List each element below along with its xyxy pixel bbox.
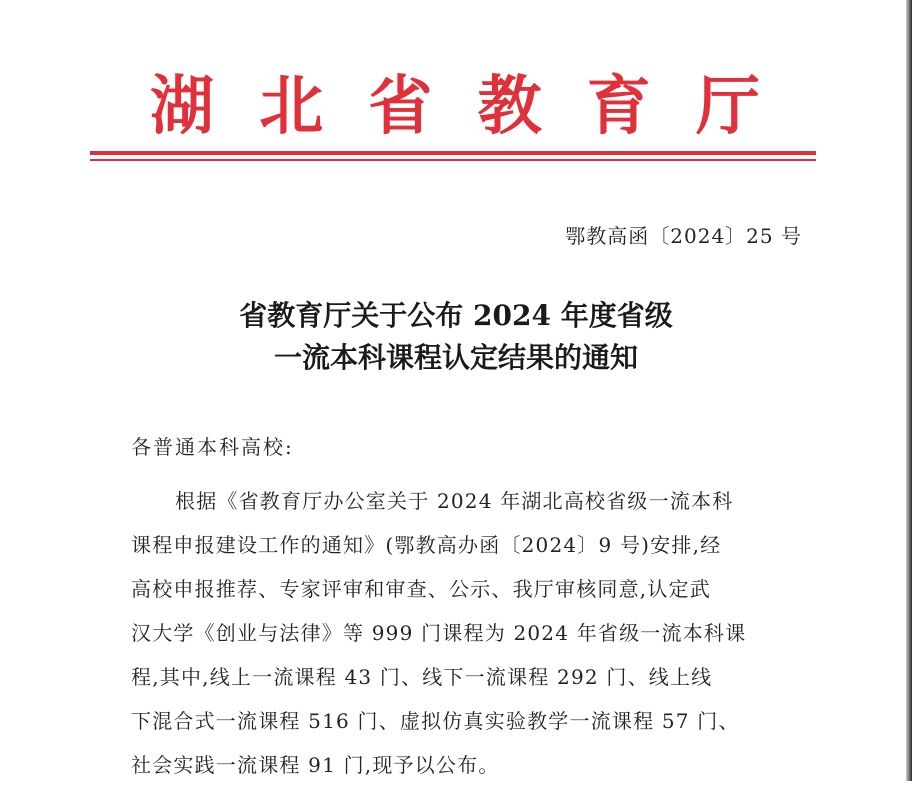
issuer-char: 厅: [695, 69, 760, 144]
body-line: 高校申报推荐、专家评审和审查、公示、我厅审核同意,认定武: [131, 577, 711, 601]
scan-edge-shadow: [906, 0, 912, 781]
issuer-char: 省: [368, 69, 433, 144]
body-line: 课程申报建设工作的通知》(鄂教高办函〔2024〕9 号)安排,经: [131, 533, 722, 557]
issuer-header: [150, 69, 760, 144]
salutation: 各普通本科高校:: [131, 435, 294, 459]
document-number: 鄂教高函〔2024〕25 号: [565, 224, 802, 248]
body-line: 程,其中,线上一流课程 43 门、线下一流课程 292 门、线上线: [131, 665, 713, 689]
header-red-rule-thin: [90, 159, 816, 161]
issuer-char: 教: [477, 69, 542, 144]
issuer-char: 育: [586, 69, 651, 144]
body-line: 汉大学《创业与法律》等 999 门课程为 2024 年省级一流本科课: [131, 621, 747, 645]
body-line: 下混合式一流课程 516 门、虚拟仿真实验教学一流课程 57 门、: [131, 709, 740, 733]
header-red-rule-thick: [90, 151, 816, 155]
notice-title-line-1: 省教育厅关于公布 2024 年度省级: [239, 299, 673, 332]
issuer-char: 北: [259, 69, 324, 144]
notice-title-line-2: 一流本科课程认定结果的通知: [273, 341, 638, 374]
body-line: 根据《省教育厅办公室关于 2024 年湖北高校省级一流本科: [175, 489, 734, 513]
body-paragraph: [131, 479, 803, 787]
body-line: 社会实践一流课程 91 门,现予以公布。: [131, 753, 500, 777]
issuer-char: 湖: [150, 69, 214, 144]
